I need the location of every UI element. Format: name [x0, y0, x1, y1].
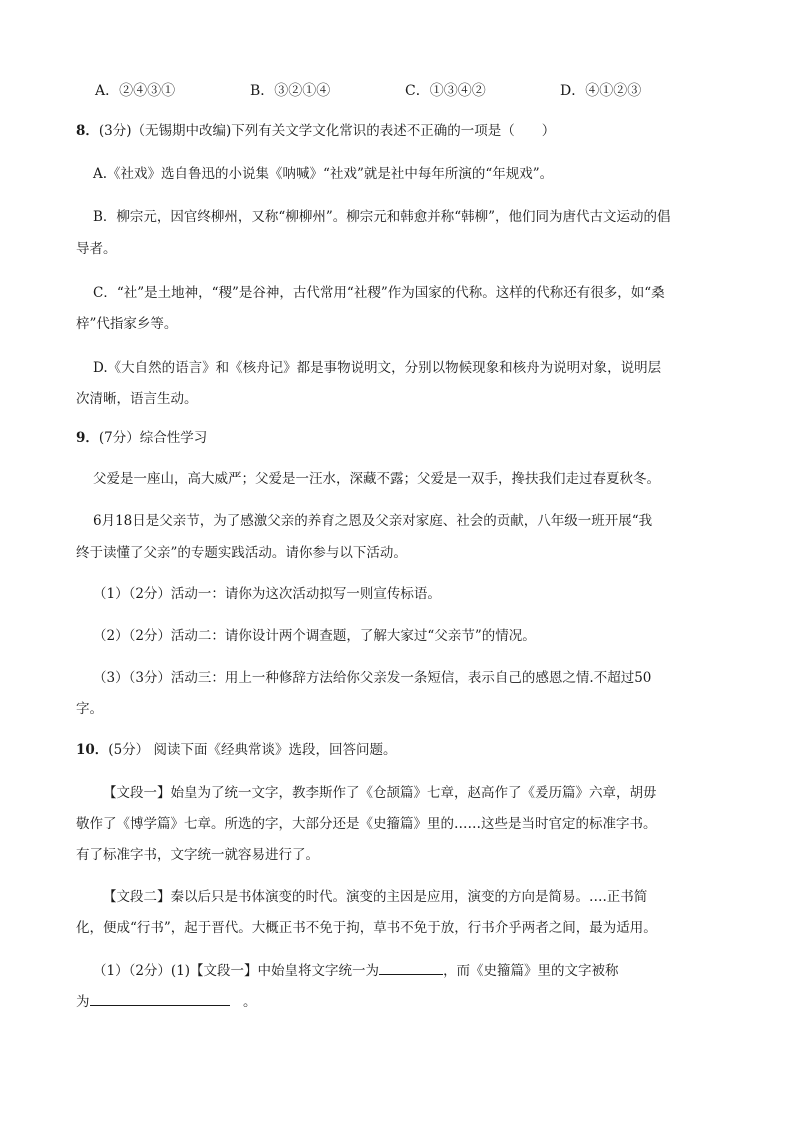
question-8-option-c-line2: 梓”代指家乡等。	[76, 316, 178, 332]
question-10-text: (5分） 阅读下面《经典常谈》选段，回答问题。	[108, 742, 397, 758]
question-8-option-b-line2: 导者。	[76, 241, 117, 257]
question-9-paragraph-2-line2: 终于读懂了父亲”的专题实践活动。请你参与以下活动。	[76, 545, 407, 561]
question-10-passage-1-line2: 敬作了《博学篇》七章。所选的字，大部分还是《史籀篇》里的……这些是当时官定的标准字书。	[76, 816, 657, 832]
option-a: A．②④③①	[95, 83, 176, 99]
question-8-option-d-line1: D.《大自然的语言》和《核舟记》都是事物说明文，分别以物候现象和核舟为说明对象，说明层	[93, 360, 662, 376]
option-c: C．①③④②	[405, 83, 486, 99]
question-10-number: 10．	[76, 742, 109, 758]
question-8-stem	[76, 121, 776, 141]
question-10-sub-1-line1	[93, 960, 783, 981]
option-b: B．③②①④	[250, 83, 331, 99]
question-10-passage-2-line2: 化，便成“行书”，起于晋代。大概正书不免于拘，草书不免于放，行书介乎两者之间，最为适用。	[76, 920, 657, 936]
question-10-stem	[76, 740, 776, 760]
question-8-option-c-line1: C．“社”是土地神，“稷”是谷神，古代常用“社稷”作为国家的代称。这样的代称还有很多，如“桑	[93, 285, 665, 301]
question-8-option-d-line2: 次清晰，语言生动。	[76, 391, 198, 407]
question-9-paragraph-1: 父爱是一座山，高大威严；父爱是一汪水，深藏不露；父爱是一双手，搀扶我们走过春夏秋冬。	[93, 471, 660, 487]
question-10-passage-1-line1: 【文段一】始皇为了统一文字，教李斯作了《仓颉篇》七章，赵高作了《爰历篇》六章，胡毋	[103, 785, 657, 801]
question-10-sub-1-line2-suffix: 。	[229, 994, 257, 1010]
question-9-text: (7分）综合性学习	[98, 430, 208, 446]
question-8-option-b-line1: B．柳宗元，因官终柳州，又称“柳柳州”。柳宗元和韩愈并称“韩柳”，他们同为唐代古文运动的倡	[93, 209, 671, 225]
question-8-number: 8．	[76, 123, 99, 139]
question-10-sub-1-middle: ，而《史籀篇》里的文字被称	[443, 963, 619, 979]
question-9-stem	[76, 428, 776, 448]
question-10-sub-1-line2-prefix: 为	[76, 994, 90, 1010]
answer-blank-1[interactable]	[379, 960, 443, 975]
previous-question-options	[0, 80, 794, 102]
option-d: D．④①②③	[560, 83, 642, 99]
answer-blank-2[interactable]	[90, 991, 230, 1006]
question-9-paragraph-2-line1: 6月18日是父亲节，为了感激父亲的养育之恩及父亲对家庭、社会的贡献，八年级一班开展“我	[93, 513, 653, 529]
question-9-number: 9．	[76, 430, 99, 446]
question-10-passage-1-line3: 有了标准字书，文字统一就容易进行了。	[76, 847, 319, 863]
question-10-passage-2-line1: 【文段二】秦以后只是书体演变的时代。演变的主因是应用，演变的方向是简易。….正书简	[103, 889, 648, 905]
question-9-sub-1: （1）（2分）活动一：请你为这次活动拟写一则宣传标语。	[93, 586, 441, 602]
question-10-sub-1-prefix: （1）（2分）(1)【文段一】中始皇将文字统一为	[93, 963, 380, 979]
question-8-text: (3分)（无锡期中改编)下列有关文学文化常识的表述不正确的一项是（ ）	[98, 123, 556, 139]
question-8-option-a: A.《社戏》选自鲁迅的小说集《呐喊》“社戏”就是社中每年所演的“年规戏”。	[93, 166, 554, 182]
question-9-sub-2: （2）（2分）活动二：请你设计两个调查题，了解大家过“父亲节”的情况。	[93, 628, 536, 644]
question-9-sub-3-line1: （3）（3分）活动三：用上一种修辞方法给你父亲发一条短信，表示自己的感恩之情.不超过50	[93, 670, 652, 686]
question-10-sub-1-line2	[76, 991, 776, 1012]
question-9-sub-3-line2: 字。	[76, 701, 103, 717]
